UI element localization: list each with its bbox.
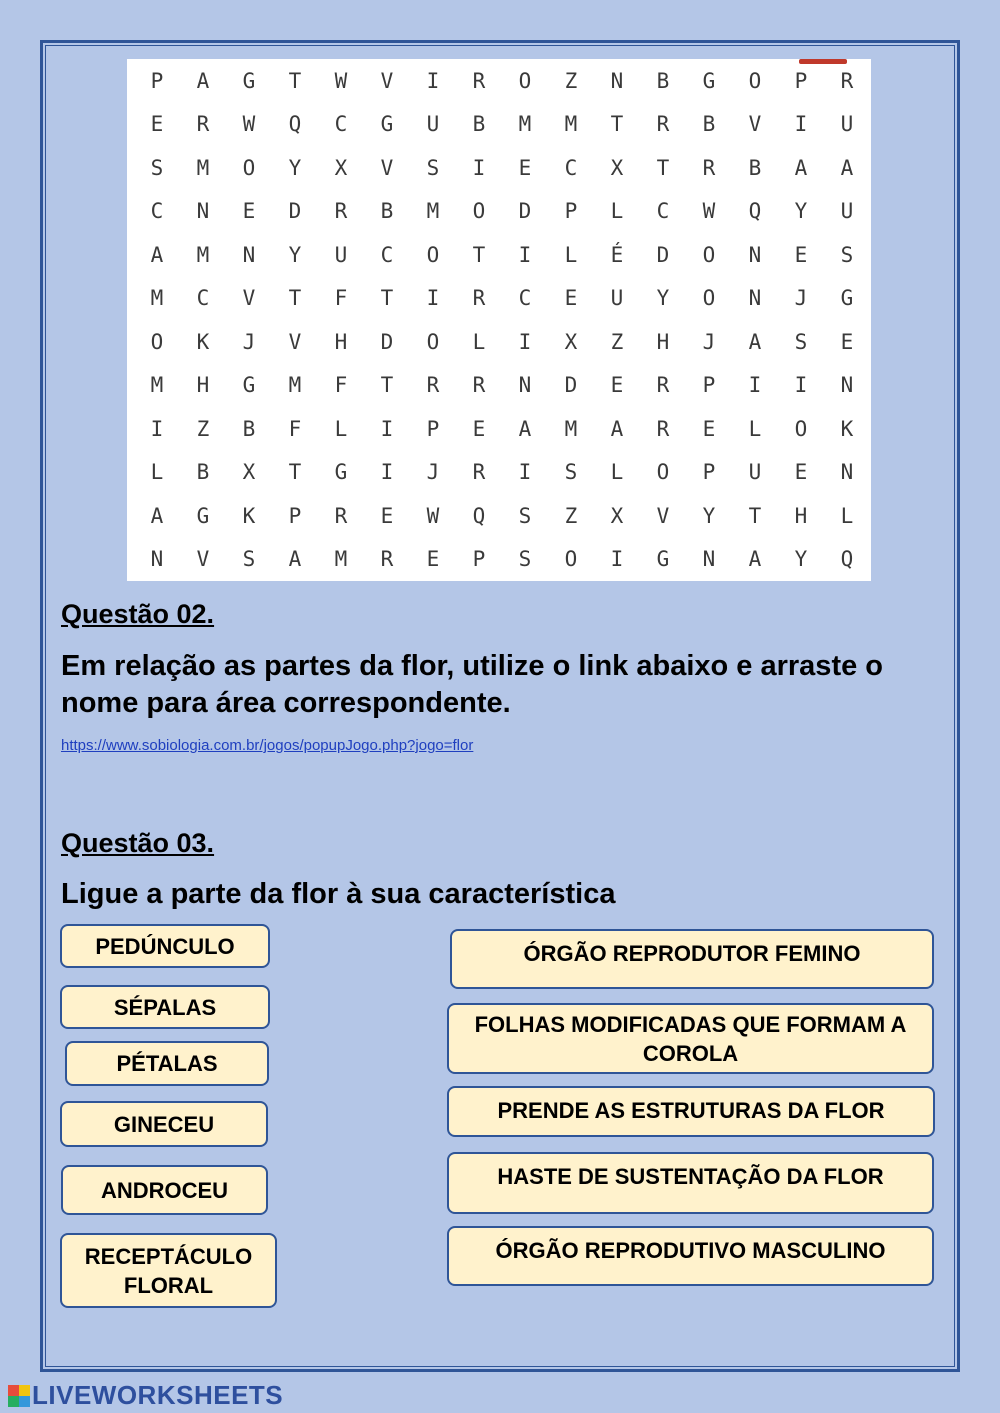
grid-cell[interactable]: R [840, 68, 854, 93]
grid-cell[interactable]: S [242, 547, 256, 572]
part-box-gynoecium[interactable]: GINECEU [60, 1101, 268, 1147]
desc-box-male-organ[interactable]: ÓRGÃO REPRODUTIVO MASCULINO [447, 1226, 934, 1286]
grid-cell[interactable]: F [288, 416, 302, 441]
grid-cell[interactable]: O [564, 547, 578, 572]
grid-cell[interactable]: R [380, 547, 394, 572]
grid-cell[interactable]: P [564, 199, 578, 224]
grid-cell[interactable]: N [840, 460, 854, 485]
grid-cell[interactable]: T [656, 155, 670, 180]
grid-cell[interactable]: R [656, 112, 670, 137]
grid-cell[interactable]: Z [564, 503, 578, 528]
grid-cell[interactable]: L [610, 460, 624, 485]
grid-cell[interactable]: T [472, 242, 486, 267]
grid-cell[interactable]: A [610, 416, 624, 441]
grid-cell[interactable]: H [656, 329, 670, 354]
grid-cell[interactable]: R [426, 373, 440, 398]
grid-cell[interactable]: S [564, 460, 578, 485]
grid-cell[interactable]: E [794, 242, 808, 267]
grid-cell[interactable]: C [656, 199, 670, 224]
grid-cell[interactable]: X [334, 155, 348, 180]
q2-title: Questão 02. [61, 599, 215, 629]
grid-cell[interactable]: X [610, 503, 624, 528]
grid-cell[interactable]: T [610, 112, 624, 137]
part-box-androecium[interactable]: ANDROCEU [61, 1165, 268, 1215]
grid-cell[interactable]: U [840, 112, 854, 137]
grid-cell[interactable]: Q [748, 199, 762, 224]
grid-cell[interactable]: T [288, 286, 302, 311]
grid-cell[interactable]: N [518, 373, 532, 398]
grid-cell[interactable]: A [288, 547, 302, 572]
grid-cell[interactable]: C [564, 155, 578, 180]
grid-cell[interactable]: E [610, 373, 624, 398]
grid-cell[interactable]: S [794, 329, 808, 354]
grid-cell[interactable]: H [334, 329, 348, 354]
grid-cell[interactable]: L [334, 416, 348, 441]
grid-cell[interactable]: Z [196, 416, 210, 441]
grid-cell[interactable]: P [288, 503, 302, 528]
grid-cell[interactable]: N [748, 242, 762, 267]
grid-cell[interactable]: V [380, 155, 394, 180]
grid-cell[interactable]: Q [840, 547, 854, 572]
grid-cell[interactable]: S [518, 547, 532, 572]
grid-cell[interactable]: J [702, 329, 716, 354]
grid-cell[interactable]: I [150, 416, 164, 441]
q3-title: Questão 03. [61, 828, 215, 858]
grid-cell[interactable]: W [334, 68, 348, 93]
grid-cell[interactable]: R [472, 373, 486, 398]
grid-cell[interactable]: W [702, 199, 716, 224]
grid-cell[interactable]: E [518, 155, 532, 180]
grid-cell[interactable]: X [242, 460, 256, 485]
part-box-petals[interactable]: PÉTALAS [65, 1041, 269, 1086]
grid-cell[interactable]: E [702, 416, 716, 441]
grid-cell[interactable]: E [564, 286, 578, 311]
grid-cell[interactable]: L [748, 416, 762, 441]
grid-cell[interactable]: X [610, 155, 624, 180]
grid-cell[interactable]: M [564, 112, 578, 137]
grid-cell[interactable]: H [196, 373, 210, 398]
grid-cell[interactable]: R [334, 503, 348, 528]
grid-cell[interactable]: R [656, 373, 670, 398]
grid-cell[interactable]: B [702, 112, 716, 137]
grid-cell[interactable]: Z [564, 68, 578, 93]
grid-cell[interactable]: N [242, 242, 256, 267]
grid-cell[interactable]: N [748, 286, 762, 311]
grid-cell[interactable]: T [380, 286, 394, 311]
grid-cell[interactable]: W [426, 503, 440, 528]
grid-cell[interactable]: R [196, 112, 210, 137]
grid-cell[interactable]: W [242, 112, 256, 137]
grid-cell[interactable]: R [656, 416, 670, 441]
q3-text: Ligue a parte da flor à sua característica [61, 878, 616, 910]
grid-cell[interactable]: U [334, 242, 348, 267]
part-box-receptacle[interactable]: RECEPTÁCULO FLORAL [60, 1233, 277, 1308]
grid-cell[interactable]: Y [794, 547, 808, 572]
grid-cell[interactable]: C [150, 199, 164, 224]
grid-cell[interactable]: U [748, 460, 762, 485]
grid-cell[interactable]: O [426, 329, 440, 354]
grid-cell[interactable]: S [518, 503, 532, 528]
grid-cell[interactable]: I [426, 68, 440, 93]
grid-cell[interactable]: U [610, 286, 624, 311]
part-box-peduncle[interactable]: PEDÚNCULO [60, 924, 270, 968]
grid-cell[interactable]: D [564, 373, 578, 398]
grid-cell[interactable]: O [794, 416, 808, 441]
grid-cell[interactable]: L [564, 242, 578, 267]
grid-cell[interactable]: R [472, 68, 486, 93]
grid-cell[interactable]: N [840, 373, 854, 398]
word-search [127, 59, 871, 581]
desc-box-female-organ[interactable]: ÓRGÃO REPRODUTOR FEMINO [450, 929, 934, 989]
grid-cell[interactable]: M [334, 547, 348, 572]
grid-cell[interactable]: B [656, 68, 670, 93]
grid-cell[interactable]: M [426, 199, 440, 224]
grid-cell[interactable]: A [840, 155, 854, 180]
grid-cell[interactable]: O [472, 199, 486, 224]
grid-cell[interactable]: S [426, 155, 440, 180]
grid-cell[interactable]: E [242, 199, 256, 224]
grid-cell[interactable]: G [702, 68, 716, 93]
grid-cell[interactable]: A [518, 416, 532, 441]
grid-cell[interactable]: Q [288, 112, 302, 137]
grid-cell[interactable]: V [288, 329, 302, 354]
grid-cell[interactable]: C [196, 286, 210, 311]
grid-cell[interactable]: J [426, 460, 440, 485]
grid-cell[interactable]: H [794, 503, 808, 528]
grid-cell[interactable]: B [380, 199, 394, 224]
grid-cell[interactable]: E [150, 112, 164, 137]
grid-cell[interactable]: O [242, 155, 256, 180]
grid-cell[interactable]: V [656, 503, 670, 528]
grid-cell[interactable]: X [564, 329, 578, 354]
grid-cell[interactable]: I [518, 329, 532, 354]
grid-cell[interactable]: E [840, 329, 854, 354]
grid-cell[interactable]: I [518, 460, 532, 485]
grid-cell[interactable]: J [242, 329, 256, 354]
grid-cell[interactable]: Y [702, 503, 716, 528]
grid-cell[interactable]: M [288, 373, 302, 398]
logo-text: LIVEWORKSHEETS [32, 1380, 284, 1410]
grid-cell[interactable]: M [150, 373, 164, 398]
grid-cell[interactable]: A [150, 242, 164, 267]
grid-cell[interactable]: T [748, 503, 762, 528]
grid-cell[interactable]: L [150, 460, 164, 485]
desc-box-corolla[interactable]: FOLHAS MODIFICADAS QUE FORMAM A COROLA [447, 1003, 934, 1074]
grid-cell[interactable]: Y [794, 199, 808, 224]
grid-cell[interactable]: U [426, 112, 440, 137]
grid-cell[interactable]: K [840, 416, 854, 441]
grid-cell[interactable]: P [702, 373, 716, 398]
q2-text: Em relação as partes da flor, utilize o link abaixo e arraste o nome para área correspondente. [61, 650, 883, 719]
grid-cell[interactable]: G [656, 547, 670, 572]
grid-cell[interactable]: A [150, 503, 164, 528]
grid-cell[interactable]: C [380, 242, 394, 267]
grid-cell[interactable]: G [380, 112, 394, 137]
grid-cell[interactable]: M [150, 286, 164, 311]
grid-cell[interactable]: M [196, 242, 210, 267]
grid-cell[interactable]: D [518, 199, 532, 224]
grid-cell[interactable]: R [334, 199, 348, 224]
grid-cell[interactable]: P [150, 68, 164, 93]
grid-cell[interactable]: F [334, 373, 348, 398]
grid-cell[interactable]: L [840, 503, 854, 528]
word-search-grid [134, 59, 870, 581]
grid-cell[interactable]: D [288, 199, 302, 224]
grid-cell[interactable]: G [334, 460, 348, 485]
grid-cell[interactable]: G [242, 68, 256, 93]
grid-cell[interactable]: B [748, 155, 762, 180]
grid-cell[interactable]: I [610, 547, 624, 572]
grid-cell[interactable]: A [794, 155, 808, 180]
grid-cell[interactable]: C [334, 112, 348, 137]
grid-cell[interactable]: V [196, 547, 210, 572]
grid-cell[interactable]: É [610, 242, 624, 267]
grid-cell[interactable]: M [196, 155, 210, 180]
grid-cell[interactable]: O [518, 68, 532, 93]
grid-cell[interactable]: Z [610, 329, 624, 354]
grid-cell[interactable]: U [840, 199, 854, 224]
grid-cell[interactable]: O [702, 242, 716, 267]
grid-cell[interactable]: K [242, 503, 256, 528]
grid-cell[interactable]: O [702, 286, 716, 311]
grid-cell[interactable]: P [472, 547, 486, 572]
grid-cell[interactable]: A [748, 329, 762, 354]
grid-cell[interactable]: E [426, 547, 440, 572]
grid-cell[interactable]: A [196, 68, 210, 93]
grid-cell[interactable]: F [334, 286, 348, 311]
part-box-sepals[interactable]: SÉPALAS [60, 985, 270, 1029]
grid-cell[interactable]: R [472, 460, 486, 485]
grid-cell[interactable]: O [748, 68, 762, 93]
grid-cell[interactable]: M [564, 416, 578, 441]
grid-cell[interactable]: I [380, 460, 394, 485]
grid-cell[interactable]: V [242, 286, 256, 311]
grid-cell[interactable]: G [840, 286, 854, 311]
grid-cell[interactable]: I [472, 155, 486, 180]
grid-cell[interactable]: L [472, 329, 486, 354]
grid-cell[interactable]: E [794, 460, 808, 485]
q2-link[interactable]: https://www.sobiologia.com.br/jogos/popupJogo.php?jogo=flor [61, 737, 474, 754]
grid-cell[interactable]: I [518, 242, 532, 267]
grid-cell[interactable]: S [150, 155, 164, 180]
grid-cell[interactable]: R [472, 286, 486, 311]
grid-cell[interactable]: T [288, 68, 302, 93]
grid-cell[interactable]: P [702, 460, 716, 485]
grid-cell[interactable]: I [794, 112, 808, 137]
grid-cell[interactable]: M [518, 112, 532, 137]
grid-cell[interactable]: I [748, 373, 762, 398]
grid-cell[interactable]: I [426, 286, 440, 311]
grid-cell[interactable]: E [472, 416, 486, 441]
grid-cell[interactable]: T [380, 373, 394, 398]
grid-cell[interactable]: Q [472, 503, 486, 528]
grid-cell[interactable]: B [196, 460, 210, 485]
grid-cell[interactable]: O [656, 460, 670, 485]
grid-cell[interactable]: Y [288, 242, 302, 267]
liveworksheets-logo-icon [8, 1385, 30, 1407]
grid-cell[interactable]: T [288, 460, 302, 485]
grid-cell[interactable]: N [150, 547, 164, 572]
grid-cell[interactable]: B [472, 112, 486, 137]
grid-cell[interactable]: P [426, 416, 440, 441]
grid-cell[interactable]: D [656, 242, 670, 267]
grid-cell[interactable]: G [196, 503, 210, 528]
desc-box-stalk[interactable]: HASTE DE SUSTENTAÇÃO DA FLOR [447, 1152, 934, 1214]
liveworksheets-logo [8, 1380, 283, 1411]
grid-cell[interactable]: B [242, 416, 256, 441]
grid-cell[interactable]: N [196, 199, 210, 224]
grid-cell[interactable]: E [380, 503, 394, 528]
grid-cell[interactable]: Y [656, 286, 670, 311]
grid-cell[interactable]: C [518, 286, 532, 311]
grid-cell[interactable]: D [380, 329, 394, 354]
grid-cell[interactable]: I [380, 416, 394, 441]
grid-cell[interactable]: I [794, 373, 808, 398]
grid-cell[interactable]: V [748, 112, 762, 137]
desc-box-holds-structures[interactable]: PRENDE AS ESTRUTURAS DA FLOR [447, 1086, 935, 1137]
grid-cell[interactable]: O [150, 329, 164, 354]
grid-cell[interactable]: O [426, 242, 440, 267]
grid-cell[interactable]: N [702, 547, 716, 572]
grid-cell[interactable]: G [242, 373, 256, 398]
grid-cell[interactable]: L [610, 199, 624, 224]
grid-cell[interactable]: R [702, 155, 716, 180]
grid-cell[interactable]: J [794, 286, 808, 311]
grid-cell[interactable]: N [610, 68, 624, 93]
grid-cell[interactable]: K [196, 329, 210, 354]
grid-cell[interactable]: P [794, 68, 808, 93]
grid-cell[interactable]: S [840, 242, 854, 267]
grid-cell[interactable]: Y [288, 155, 302, 180]
grid-cell[interactable]: A [748, 547, 762, 572]
grid-cell[interactable]: V [380, 68, 394, 93]
